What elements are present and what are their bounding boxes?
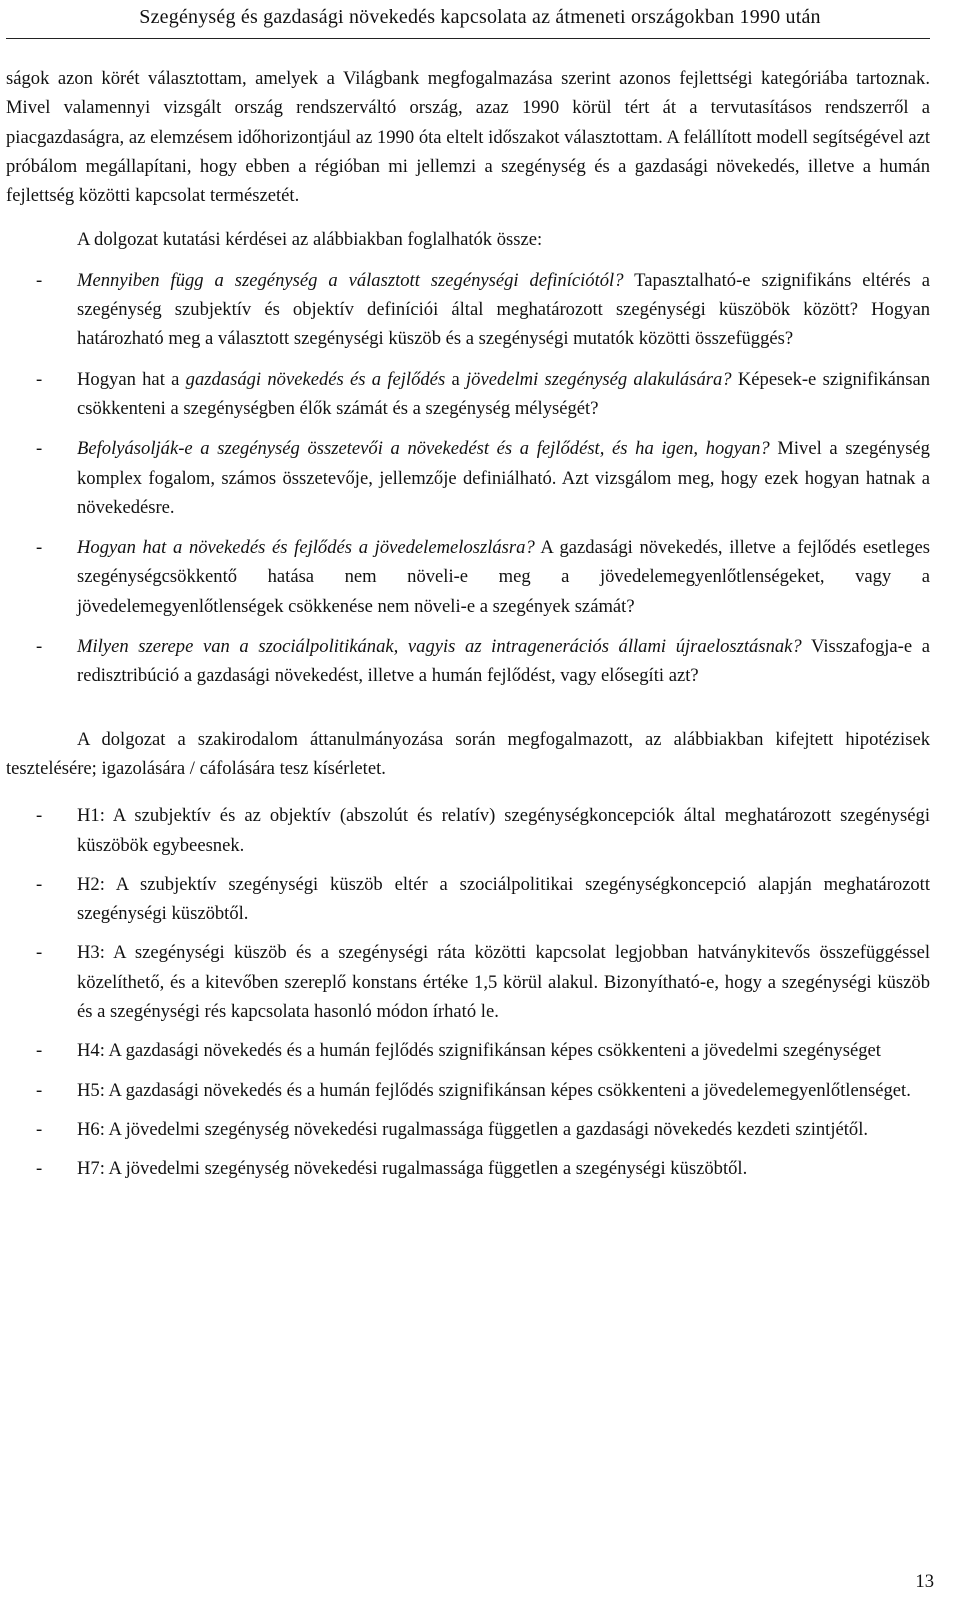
question-text: Tapasztalható-e szignifikáns eltérés a szegénység szubjektív és objektív definíciói által meghatározott szegénységi küszöbök között? Hogyan határozható meg a választott szegénységi küszöb és a szegénységi mutatók közötti összefüggés?	[77, 269, 930, 350]
hypothesis-text: H2: A szubjektív szegénységi küszöb eltér a szociálpolitikai szegénységkoncepció alapján meghatározott szegénységi küszöbtől.	[77, 873, 930, 925]
question-item	[6, 533, 930, 621]
hypothesis-text: H7: A jövedelmi szegénység növekedési rugalmassága független a szegénységi küszöbtől.	[77, 1158, 748, 1180]
hypothesis-item	[6, 1115, 930, 1144]
hypothesis-text: H3: A szegénységi küszöb és a szegénységi ráta közötti kapcsolat legjobban hatványkitevős összefüggéssel közelíthető, és a kitevőben szereplő konstans értéke 1,5 körül alakul. Bizonyítható-e, hogy a szegénységi küszöb és a szegénységi rés kapcsolata hasonló módon írható le.	[77, 942, 930, 1023]
hypothesis-item	[6, 938, 930, 1026]
question-italic: Befolyásolják-e a szegénység összetevői a növekedést és a fejlődést, és ha igen, hogyan?	[77, 438, 770, 460]
intro-paragraph: ságok azon körét választottam, amelyek a Világbank megfogalmazása szerint azonos fejlettségi kategóriába tartoznak. Mivel valamennyi vizsgált ország rendszerváltó ország, azaz 1990 körül tért át a tervutasításos rendszerről a piacgazdaságra, az elemzésem időhorizontjául az 1990 óta eltelt időszakot választottam. A felállított modell segítségével azt próbálom megállapítani, hogy ebben a régióban mi jellemzi a szegénység és a gazdasági növekedés, illetve a humán fejlettség közötti kapcsolat természetét.	[6, 68, 930, 207]
list-dash: -	[36, 636, 43, 658]
hypothesis-text: H6: A jövedelmi szegénység növekedési rugalmassága független a gazdasági növekedés kezdeti szintjétől.	[77, 1118, 869, 1140]
hypothesis-item	[6, 1036, 930, 1065]
hypothesis-text: H4: A gazdasági növekedés és a humán fejlődés szignifikánsan képes csökkenteni a jövedelmi szegénységet	[77, 1040, 881, 1062]
hypothesis-item	[6, 1076, 930, 1105]
question-item	[6, 632, 930, 691]
question-italic: Hogyan hat a növekedés és fejlődés a jövedelemeloszlásra?	[77, 537, 535, 559]
question-text: Visszafogja-e a redisztribúció a gazdasági növekedést, illetve a humán fejlődést, vagy elősegíti azt?	[77, 636, 931, 687]
question-italic: gazdasági növekedés és a fejlődés	[185, 368, 446, 390]
hypothesis-item	[6, 1154, 930, 1183]
list-dash: -	[36, 368, 43, 390]
questions-lead: A dolgozat kutatási kérdései az alábbiakban foglalhatók össze:	[77, 229, 543, 251]
hypotheses-lead: A dolgozat a szakirodalom áttanulmányozása során megfogalmazott, az alábbiakban kifejtett hipotézisek tesztelésére; igazolására / cáfolására tesz kísérletet.	[6, 728, 930, 779]
list-dash: -	[36, 269, 43, 291]
question-text: A gazdasági növekedés, illetve a fejlődés esetleges szegénységcsökkentő hatása nem növeli-e meg a jövedelemegyenlőtlenségeket, vagy a jövedelemegyenlőtlenségek csökkenése nem növeli-e a szegények számát?	[77, 537, 930, 617]
question-item	[6, 365, 930, 424]
list-dash: -	[36, 537, 43, 559]
hypothesis-item	[6, 801, 930, 860]
running-header: Szegénység és gazdasági növekedés kapcsolata az átmeneti országokban 1990 után	[139, 6, 821, 28]
question-item	[6, 434, 930, 522]
list-dash: -	[36, 1079, 43, 1101]
list-dash: -	[36, 873, 43, 895]
list-dash: -	[36, 942, 43, 964]
question-italic: Mennyiben függ a szegénység a választott szegénységi definíciótól?	[77, 269, 624, 291]
hypothesis-text: H5: A gazdasági növekedés és a humán fejlődés szignifikánsan képes csökkenteni a jövedelemegyenlőtlenséget.	[77, 1079, 911, 1101]
list-dash: -	[36, 1040, 43, 1062]
header-divider	[6, 38, 930, 39]
question-italic: jövedelmi szegénység alakulására?	[466, 368, 732, 390]
question-text: Képesek-e szignifikánsan csökkenteni a szegénységben élők számát és a szegénység mélységét?	[77, 368, 930, 419]
list-dash: -	[36, 805, 43, 827]
hypothesis-item	[6, 870, 930, 929]
hypothesis-text: H1: A szubjektív és az objektív (abszolút és relatív) szegénységkoncepciók által meghatározott szegénységi küszöbök egybeesnek.	[77, 805, 930, 856]
question-text: Mivel a szegénység komplex fogalom, számos összetevője, jellemzője definiálható. Azt vizsgálom meg, hogy ezek hogyan hatnak a növekedésre.	[77, 438, 930, 518]
page-number: 13	[915, 1571, 934, 1592]
list-dash: -	[36, 1158, 43, 1180]
question-pre: Hogyan hat a	[77, 368, 186, 390]
question-italic: Milyen szerepe van a szociálpolitikának, vagyis az intragenerációs állami újraelosztásnak?	[77, 636, 802, 658]
list-dash: -	[36, 1118, 43, 1140]
question-mid: a	[445, 368, 466, 390]
list-dash: -	[36, 438, 43, 460]
document-body	[6, 64, 930, 1184]
question-item	[6, 266, 930, 354]
